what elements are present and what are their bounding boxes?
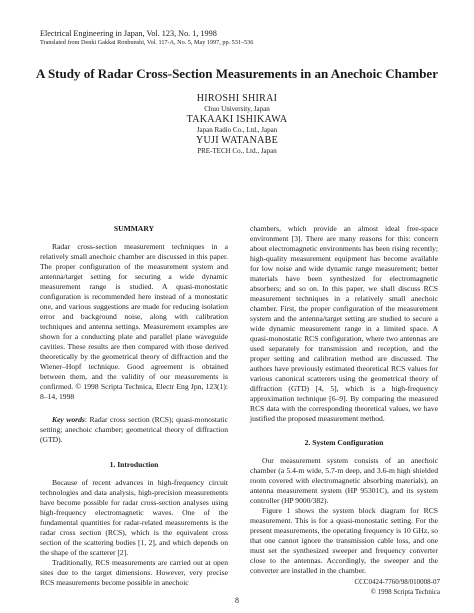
- ccc-code: CCC0424-7760/98/010008-07: [354, 578, 440, 586]
- author-affiliation: Japan Radio Co., Ltd., Japan: [196, 126, 278, 134]
- paper-title: A Study of Radar Cross-Section Measurements in an Anechoic Chamber: [36, 66, 438, 81]
- introduction-paragraph: Because of recent advances in high-frequency circuit technologies and data analysis, high-precision measurements have become possible for radar cross-section analyses using high-frequency electromagnetic waves. One of the fundamental quantities for radar-related measurements is the radar cross section (RCS), which is the equivalent cross section of the scattering bodies [1, 2], and which depends on the shape of the scatterer [2].: [40, 478, 228, 557]
- copyright-line: © 1998 Scripta Technica: [370, 588, 440, 596]
- introduction-paragraph-continued: chambers, which provide an almost ideal free-space environment [3]. There are many reasons for this: concern about electromagnetic environments has been rising recently; high-quality measurement equipment has become available for low noise and wide dynamic range measurement; better materials have been synthesized for electromagnetic absorbers; and so on. In this paper, we shall discuss RCS measurement techniques in a relatively small anechoic chamber. First, the proper configuration of the measurement system and the antenna/target setting are studied to secure a wide dynamic measurement range in a limited space. A quasi-monostatic RCS configuration, where two antennas are used separately for transmission and reception, and the proper setting and calibration method are discussed. The authors have previously estimated theoretical RCS values for various canonical scatterers using the geometrical theory of diffraction (GTD) [4, 5], which is a high-frequency approximation technique [6–9]. By comparing the measured RCS data with the corresponding theoretical values, we have justified the proposed measurement method.: [250, 224, 438, 423]
- system-configuration-heading: 2. System Configuration: [304, 438, 384, 447]
- system-paragraph: Figure 1 shows the system block diagram for RCS measurement. This is for a quasi-monostatic setting. For the present measurements, the operating frequency is 10 GHz, so that one cannot ignore the transmission cable loss, and one must set the synthesized sweeper and frequency converter close to the antennas. Accordingly, the sweeper and the converter are installed in the chamber.: [250, 506, 438, 575]
- author-name: TAKAAKI ISHIKAWA: [186, 114, 288, 125]
- journal-header: [40, 29, 440, 47]
- author-block: [0, 93, 474, 156]
- keywords-label: Key words: [52, 415, 85, 424]
- translation-note: Translated from Denki Gakkai Ronbunshi, Vol. 117-A, No. 5, May 1997, pp. 531–536: [40, 39, 254, 46]
- page-number: 8: [235, 596, 239, 605]
- author-name: HIROSHI SHIRAI: [196, 93, 278, 104]
- summary-text: Radar cross-section measurement techniques in a relatively small anechoic chamber are discussed in this paper. The proper configuration of the measurement system and antenna/target setting for securing a wide dynamic measurement range is studied. A quasi-monostatic configuration is recommended here instead of a monostatic one, and various suggestions are made for reducing isolation error and background noise, along with calibration techniques and antenna settings. Measurement examples are shown for a conducting plate and parallel plane waveguide cavities. These results are then compared with those derived theoretically by the geometrical theory of diffraction and the Wiener–Hopf technique. Good agreement is obtained between them, and the validity of our measurements is confirmed. © 1998 Scripta Technica, Electr Eng Jpn, 123(1): 8–14, 1998: [40, 242, 228, 401]
- keywords-text: : Radar cross section (RCS); quasi-monostatic setting; anechoic chamber; geometrical theory of diffraction (GTD).: [40, 415, 228, 444]
- copyright-footer: [300, 577, 440, 597]
- keywords: [40, 415, 228, 445]
- left-column: [40, 224, 228, 588]
- author-affiliation: PRE-TECH Co., Ltd., Japan: [197, 147, 277, 155]
- author-affiliation: Chuo University, Japan: [204, 105, 270, 113]
- system-paragraph: Our measurement system consists of an anechoic chamber (a 5.4-m wide, 5.7-m deep, and 3.6-m high shielded room covered with electromagnetic absorbing materials), an antenna measurement system (HP 95301C), and its system controller (HP 9000/382).: [250, 456, 438, 505]
- introduction-heading: 1. Introduction: [109, 460, 159, 469]
- journal-citation: Electrical Engineering in Japan, Vol. 123, No. 1, 1998: [40, 29, 217, 38]
- summary-heading: SUMMARY: [113, 224, 155, 233]
- introduction-paragraph: Traditionally, RCS measurements are carried out at open sites due to the target dimensions. However, very precise RCS measurements become possible in anechoic: [40, 558, 228, 587]
- right-column: [250, 224, 438, 576]
- author-name: YUJI WATANABE: [195, 135, 279, 146]
